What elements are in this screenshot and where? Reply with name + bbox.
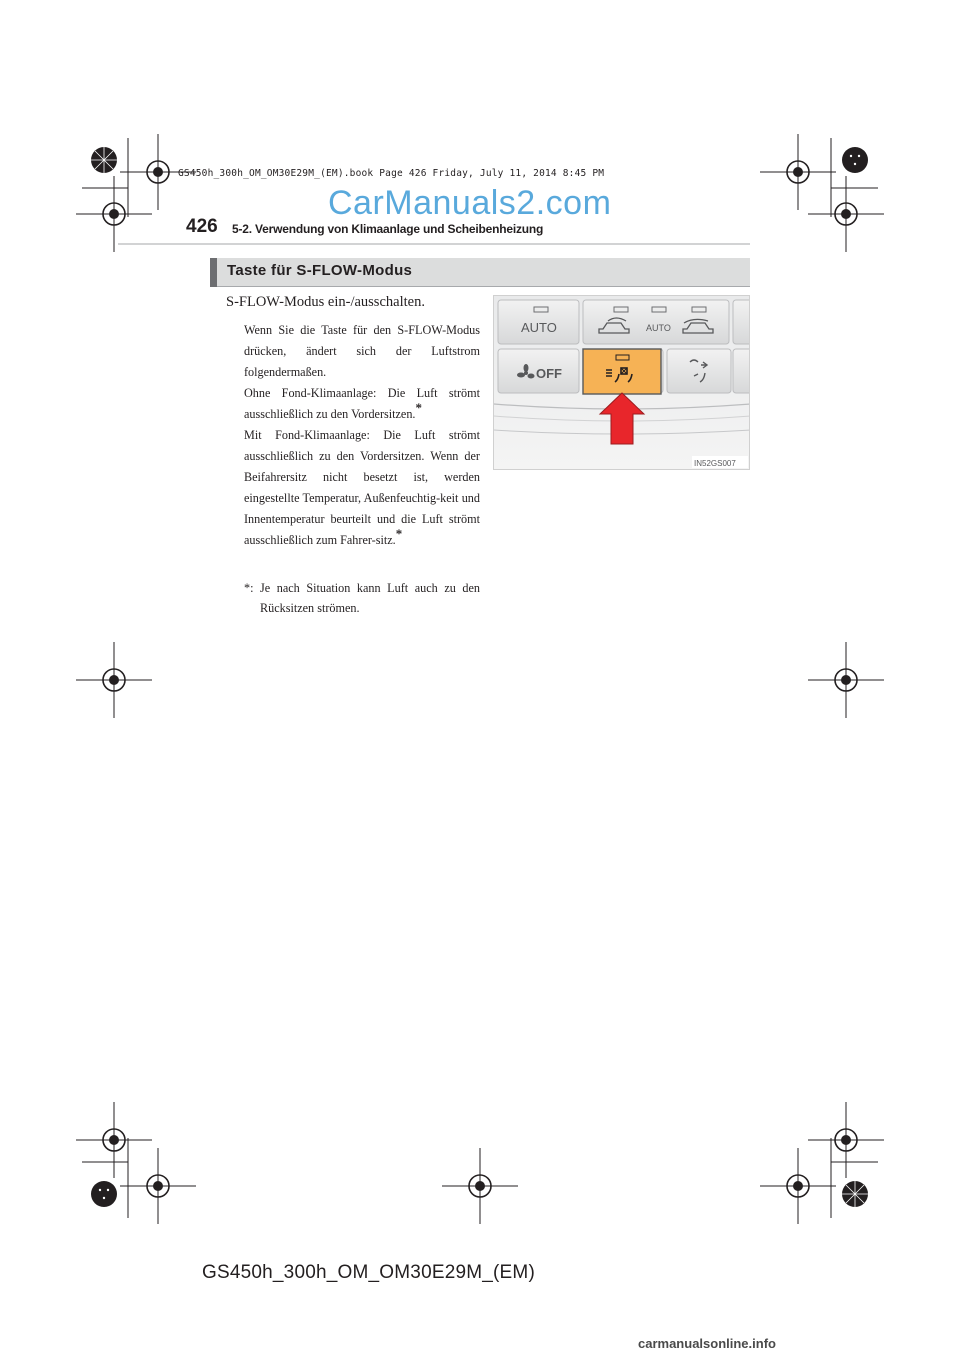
- climate-panel-svg: [494, 296, 750, 470]
- body-paragraph-3-text: Mit Fond-Klimaanlage: Die Luft strömt ausschließlich zu den Vordersitzen. Wenn der Beifahrersitz nicht besetzt ist, werden eingestellte Temperatur, Außenfeuchtig-keit und Innentemperatur beurteilt und die Luft strömt ausschließlich zum Fahrer-sitz.: [244, 428, 480, 547]
- body-paragraph-2-text: Ohne Fond-Klimaanlage: Die Luft strömt ausschließlich zu den Vordersitzen.: [244, 386, 480, 421]
- watermark-bottom: carmanualsonline.info: [638, 1336, 776, 1351]
- s-flow-button: [583, 349, 661, 394]
- body-paragraph-3: [244, 425, 480, 551]
- header-rule: [118, 243, 750, 245]
- subsection-title: Taste für S-FLOW-Modus: [227, 262, 413, 279]
- auto-label: AUTO: [521, 320, 557, 335]
- footer: GS450h_300h_OM_OM30E29M_(EM): [202, 1262, 535, 1283]
- lead-text: S-FLOW-Modus ein-/ausschalten.: [226, 294, 425, 310]
- body-paragraph-2: [244, 383, 480, 425]
- subsection-heading: [210, 258, 750, 287]
- body-text: [244, 320, 480, 551]
- off-label: OFF: [536, 366, 562, 381]
- footnote-marker: *:: [244, 581, 254, 595]
- asterisk-1: *: [415, 400, 422, 415]
- asterisk-2: *: [395, 526, 403, 541]
- center-auto-label: AUTO: [646, 323, 671, 333]
- body-paragraph-1: Wenn Sie die Taste für den S-FLOW-Modus drücken, ändert sich der Luftstrom folgendermaßen.: [244, 323, 480, 379]
- footnote: [244, 578, 480, 618]
- climate-panel-illustration: [493, 295, 750, 470]
- book-header: GS450h_300h_OM_OM30E29M_(EM).book Page 426 Friday, July 11, 2014 8:45 PM: [178, 168, 605, 179]
- section-title: 5-2. Verwendung von Klimaanlage und Scheibenheizung: [232, 222, 544, 236]
- footnote-text: Je nach Situation kann Luft auch zu den Rücksitzen strömen.: [260, 581, 480, 615]
- page-number: 426: [186, 216, 218, 237]
- subsection-bar: [210, 258, 217, 287]
- illustration-code: IN52GS007: [694, 459, 736, 468]
- watermark-top: CarManuals2.com: [328, 184, 612, 222]
